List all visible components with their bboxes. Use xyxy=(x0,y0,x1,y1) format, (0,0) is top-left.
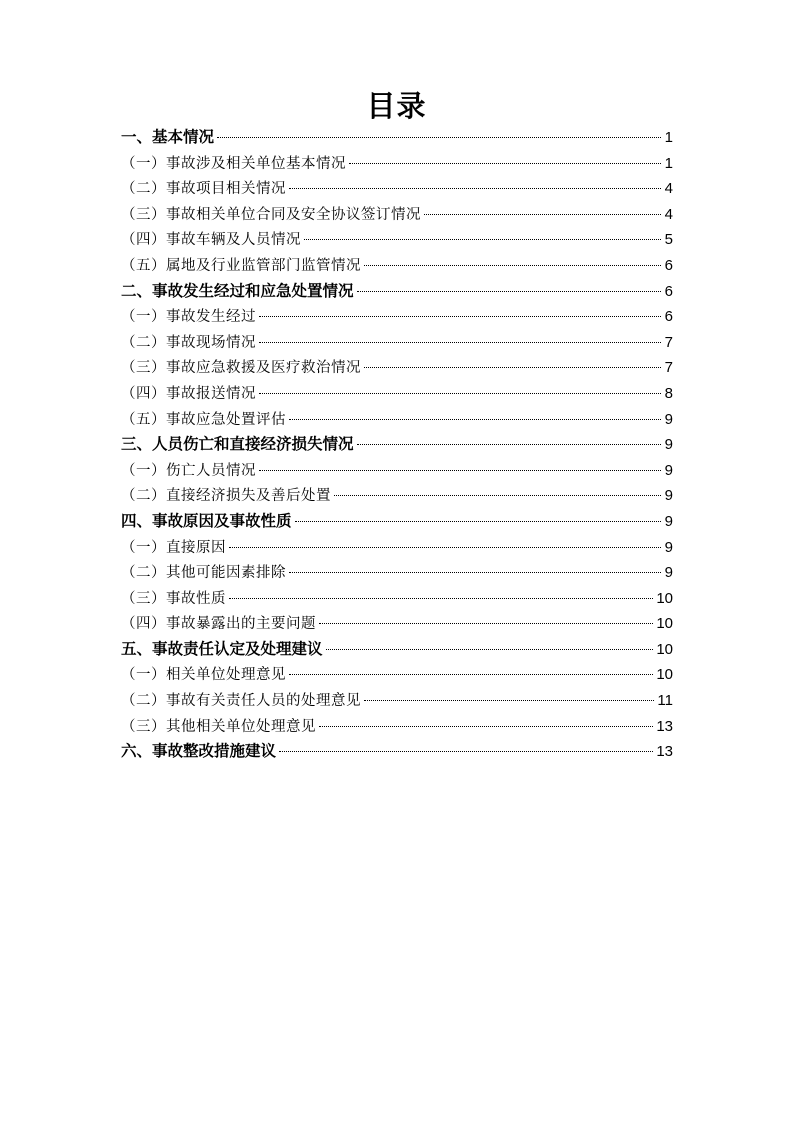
toc-page-number: 9 xyxy=(664,512,673,530)
toc-subsection-entry[interactable] xyxy=(121,151,673,177)
toc-subsection-entry[interactable] xyxy=(121,253,673,279)
toc-section-entry[interactable] xyxy=(121,279,673,305)
toc-dot-leader xyxy=(279,751,653,752)
toc-title: 目录 xyxy=(366,89,427,123)
toc-page-number: 13 xyxy=(656,743,673,761)
toc-page-number: 6 xyxy=(664,282,673,300)
toc-page-number: 9 xyxy=(664,564,673,582)
toc-page-number: 10 xyxy=(656,666,673,684)
toc-dot-leader xyxy=(364,265,661,266)
toc-entry-label: （四）事故车辆及人员情况 xyxy=(121,232,301,249)
toc-dot-leader xyxy=(289,572,661,573)
toc-entry-label: （三）事故应急救援及医疗救治情况 xyxy=(121,360,361,377)
toc-entry-label: （二）事故项目相关情况 xyxy=(121,181,286,198)
toc-entry-label: （四）事故暴露出的主要问题 xyxy=(121,616,316,633)
toc-page-number: 6 xyxy=(664,256,673,274)
toc-page-number: 5 xyxy=(664,231,673,249)
toc-section-entry[interactable] xyxy=(121,509,673,535)
toc-dot-leader xyxy=(364,367,661,368)
toc-page-number: 9 xyxy=(664,410,673,428)
toc-dot-leader xyxy=(334,495,661,496)
toc-section-entry[interactable] xyxy=(121,432,673,458)
toc-list xyxy=(121,125,673,765)
toc-page-number: 9 xyxy=(664,538,673,556)
toc-subsection-entry[interactable] xyxy=(121,560,673,586)
toc-page-number: 13 xyxy=(656,717,673,735)
toc-dot-leader xyxy=(295,521,661,522)
toc-page-number: 7 xyxy=(664,333,673,351)
toc-subsection-entry[interactable] xyxy=(121,535,673,561)
toc-section-entry[interactable] xyxy=(121,637,673,663)
toc-section-entry[interactable] xyxy=(121,739,673,765)
toc-subsection-entry[interactable] xyxy=(121,355,673,381)
toc-subsection-entry[interactable] xyxy=(121,176,673,202)
toc-subsection-entry[interactable] xyxy=(121,714,673,740)
toc-entry-label: （一）事故涉及相关单位基本情况 xyxy=(121,155,346,172)
toc-subsection-entry[interactable] xyxy=(121,611,673,637)
toc-dot-leader xyxy=(349,163,661,164)
toc-entry-label: （三）其他相关单位处理意见 xyxy=(121,718,316,735)
toc-entry-label: （一）伤亡人员情况 xyxy=(121,462,256,479)
toc-subsection-entry[interactable] xyxy=(121,330,673,356)
toc-entry-label: （一）直接原因 xyxy=(121,539,226,556)
toc-dot-leader xyxy=(259,342,661,343)
toc-dot-leader xyxy=(259,316,661,317)
toc-dot-leader xyxy=(357,444,661,445)
toc-dot-leader xyxy=(229,547,661,548)
toc-entry-label: （二）事故有关责任人员的处理意见 xyxy=(121,693,361,710)
toc-page-number: 8 xyxy=(664,384,673,402)
toc-subsection-entry[interactable] xyxy=(121,381,673,407)
toc-page-number: 4 xyxy=(664,180,673,198)
toc-dot-leader xyxy=(326,649,654,650)
toc-page-number: 10 xyxy=(656,589,673,607)
toc-subsection-entry[interactable] xyxy=(121,227,673,253)
toc-entry-label: （二）事故现场情况 xyxy=(121,334,256,351)
toc-entry-label: （二）直接经济损失及善后处置 xyxy=(121,488,331,505)
toc-dot-leader xyxy=(217,137,661,138)
toc-entry-label: 五、事故责任认定及处理建议 xyxy=(121,639,323,658)
toc-entry-label: （二）其他可能因素排除 xyxy=(121,565,286,582)
toc-page-number: 6 xyxy=(664,308,673,326)
toc-dot-leader xyxy=(259,393,661,394)
toc-entry-label: （五）属地及行业监管部门监管情况 xyxy=(121,257,361,274)
toc-dot-leader xyxy=(289,188,661,189)
toc-subsection-entry[interactable] xyxy=(121,483,673,509)
toc-dot-leader xyxy=(357,291,661,292)
toc-entry-label: （三）事故性质 xyxy=(121,590,226,607)
toc-page-number: 11 xyxy=(657,692,673,710)
toc-subsection-entry[interactable] xyxy=(121,688,673,714)
toc-page-number: 9 xyxy=(664,461,673,479)
toc-entry-label: 六、事故整改措施建议 xyxy=(121,742,277,761)
toc-entry-label: （四）事故报送情况 xyxy=(121,385,256,402)
toc-subsection-entry[interactable] xyxy=(121,407,673,433)
toc-page-number: 10 xyxy=(656,640,673,658)
toc-page-number: 10 xyxy=(656,615,673,633)
toc-subsection-entry[interactable] xyxy=(121,202,673,228)
toc-dot-leader xyxy=(319,623,653,624)
toc-entry-label: （五）事故应急处置评估 xyxy=(121,411,286,428)
toc-entry-label: 一、基本情况 xyxy=(121,128,215,146)
toc-dot-leader xyxy=(364,700,654,701)
toc-page-number: 1 xyxy=(664,154,673,172)
toc-page-number: 9 xyxy=(664,487,673,505)
toc-subsection-entry[interactable] xyxy=(121,458,673,484)
toc-entry-label: 三、人员伤亡和直接经济损失情况 xyxy=(121,435,354,454)
toc-dot-leader xyxy=(229,598,653,599)
toc-entry-label: （一）相关单位处理意见 xyxy=(121,667,286,684)
toc-dot-leader xyxy=(289,419,661,420)
toc-page-number: 4 xyxy=(664,205,673,223)
toc-entry-label: （三）事故相关单位合同及安全协议签订情况 xyxy=(121,206,421,223)
toc-page-number: 9 xyxy=(664,436,673,454)
toc-page-number: 1 xyxy=(664,129,673,146)
toc-page-number: 7 xyxy=(664,359,673,377)
toc-dot-leader xyxy=(319,726,653,727)
toc-dot-leader xyxy=(259,470,661,471)
toc-entry-label: 四、事故原因及事故性质 xyxy=(121,511,292,530)
toc-entry-label: （一）事故发生经过 xyxy=(121,309,256,326)
toc-dot-leader xyxy=(424,214,661,215)
toc-section-entry[interactable] xyxy=(121,125,673,151)
toc-entry-label: 二、事故发生经过和应急处置情况 xyxy=(121,281,354,300)
toc-dot-leader xyxy=(304,239,661,240)
toc-subsection-entry[interactable] xyxy=(121,586,673,612)
toc-subsection-entry[interactable] xyxy=(121,304,673,330)
toc-subsection-entry[interactable] xyxy=(121,662,673,688)
toc-dot-leader xyxy=(289,674,653,675)
